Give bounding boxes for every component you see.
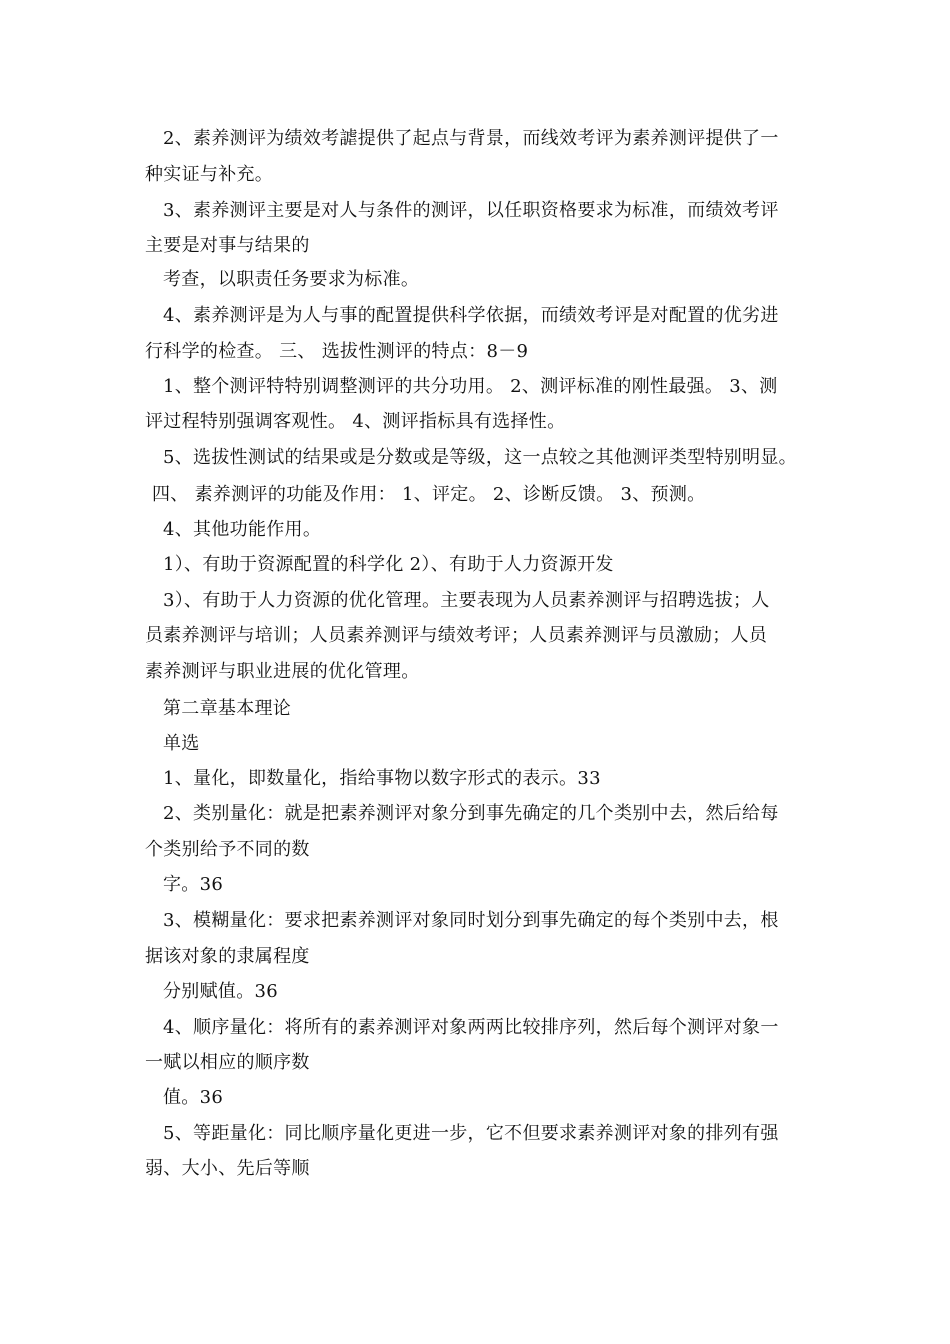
text-line: 据该对象的隶属程度	[145, 946, 310, 967]
text-line: 2、类别量化：就是把素养测评对象分到事先确定的几个类别中去，然后给每	[163, 803, 779, 824]
text-line: 值。36	[163, 1087, 224, 1108]
text-line: 字。36	[163, 874, 224, 895]
text-line: 评过程特别强调客观性。 4、测评指标具有选择性。	[145, 411, 566, 432]
text-line: 5、等距量化：同比顺序量化更进一步，它不但要求素养测评对象的排列有强	[163, 1123, 779, 1144]
text-line: 分别赋值。36	[163, 981, 279, 1002]
text-line: 1、整个测评特特别调整测评的共分功用。 2、测评标准的刚性最强。 3、测	[163, 376, 778, 397]
text-line: 3、模糊量化：要求把素养测评对象同时划分到事先确定的每个类别中去，根	[163, 910, 779, 931]
section-heading: 单选	[163, 733, 200, 754]
text-line: 一赋以相应的顺序数	[145, 1052, 310, 1073]
text-line: 主要是对事与结果的	[145, 235, 310, 256]
text-line: 1）、有助于资源配置的科学化 2）、有助于人力资源开发	[163, 554, 614, 575]
text-line: 2、素养测评为绩效考謔提供了起点与背景，而线效考评为素养测评提供了一	[163, 128, 779, 149]
text-line: 4、顺序量化：将所有的素养测评对象两两比较排序列，然后每个测评对象一	[163, 1017, 779, 1038]
text-line: 弱、大小、先后等顺	[145, 1158, 310, 1179]
text-line: 员素养测评与培训；人员素养测评与绩效考评；人员素养测评与员激励；人员	[145, 625, 768, 646]
text-line: 个类别给予不同的数	[145, 839, 310, 860]
text-line: 5、选拔性测试的结果或是分数或是等级，这一点较之其他测评类型特别明显。	[163, 447, 797, 468]
text-line: 3）、有助于人力资源的优化管理。主要表现为人员素养测评与招聘选拔；人	[163, 590, 770, 611]
text-line: 考查，以职责任务要求为标准。	[163, 269, 420, 290]
text-line: 四、 素养测评的功能及作用： 1、评定。 2、诊断反馈。 3、预测。	[152, 484, 706, 505]
text-line: 1、量化，即数量化，指给事物以数字形式的表示。33	[163, 768, 601, 789]
text-line: 种实证与补充。	[145, 164, 274, 185]
text-line: 4、其他功能作用。	[163, 519, 322, 540]
text-line: 素养测评与职业进展的优化管理。	[145, 661, 420, 682]
text-line: 3、素养测评主要是对人与条件的测评，以任职资格要求为标准，而绩效考评	[163, 200, 779, 221]
text-line: 行科学的检查。 三、 选拔性测评的特点：8－9	[145, 341, 529, 362]
chapter-heading: 第二章基本理论	[163, 698, 292, 719]
text-line: 4、素养测评是为人与事的配置提供科学依据，而绩效考评是对配置的优劣进	[163, 305, 779, 326]
